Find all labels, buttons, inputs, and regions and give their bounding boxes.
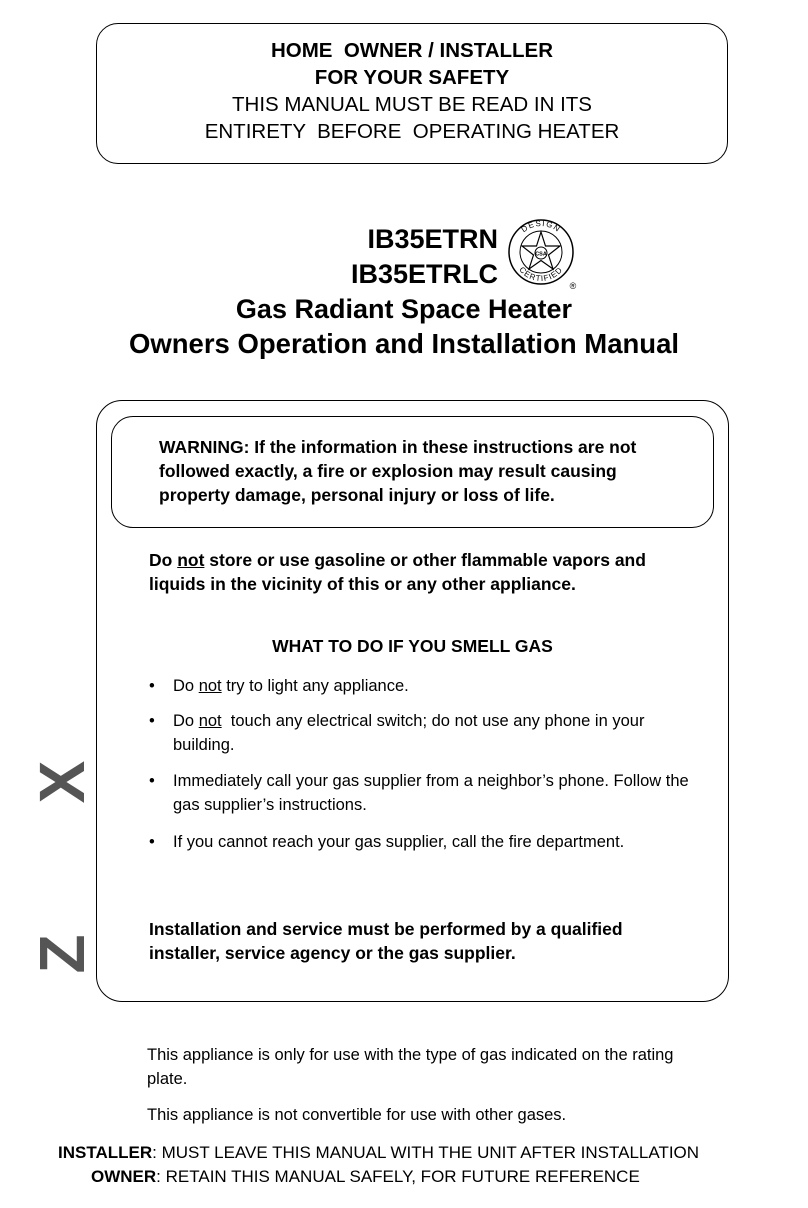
list-item-text: If you cannot reach your gas supplier, call the fire department. [173, 833, 625, 851]
warning-box [111, 416, 714, 528]
gas-type-notice: This appliance is only for use with the type of gas indicated on the rating plate. [147, 1046, 674, 1088]
owner-text: : RETAIN THIS MANUAL SAFELY, FOR FUTURE REFERENCE [156, 1167, 640, 1186]
side-letter-x: X [26, 760, 98, 804]
safety-line-2: FOR YOUR SAFETY [314, 66, 510, 89]
seal-bottom-text: CERTIFIED [517, 265, 565, 284]
side-letter-z: Z [26, 934, 98, 974]
bullet-marker: • [149, 677, 155, 695]
installer-label: INSTALLER [58, 1143, 153, 1162]
installation-notice: Installation and service must be performed by a qualified installer, service agency or the gas supplier. [149, 919, 623, 963]
installer-footer [58, 1141, 699, 1165]
list-item [149, 709, 689, 757]
bullet-marker: • [149, 712, 155, 730]
storage-notice-pre: Do [149, 550, 178, 570]
list-item-emphasis: not [198, 677, 222, 695]
list-item [149, 830, 689, 854]
safety-line-3: THIS MANUAL MUST BE READ IN ITS [232, 93, 592, 116]
list-item-text: touch any electrical switch; do not use any phone in your building. [173, 712, 650, 754]
document-subtitle: Owners Operation and Installation Manual [128, 328, 680, 359]
seal-center-text: CSA [535, 251, 547, 258]
installer-text: : MUST LEAVE THIS MANUAL WITH THE UNIT AFTER INSTALLATION [152, 1143, 700, 1162]
list-item-emphasis: not [198, 712, 222, 730]
warning-text: WARNING: If the information in these instructions are not followed exactly, a fire or explosion may result causing property damage, personal injury or loss of life. [159, 437, 637, 505]
list-item-pre: Do [173, 677, 199, 695]
seal-top-text: DESIGN [519, 218, 563, 235]
owner-label: OWNER [91, 1167, 157, 1186]
list-item [149, 674, 689, 698]
document-title: Gas Radiant Space Heater [235, 294, 573, 324]
safety-line-4: ENTIRETY BEFORE OPERATING HEATER [204, 120, 620, 143]
safety-line-1: HOME OWNER / INSTALLER [270, 39, 554, 62]
list-item-text: try to light any appliance. [221, 677, 409, 695]
bullet-marker: • [149, 833, 155, 851]
smell-gas-heading: WHAT TO DO IF YOU SMELL GAS [272, 636, 553, 656]
convertible-notice: This appliance is not convertible for use with other gases. [147, 1106, 567, 1124]
storage-notice [149, 548, 689, 596]
model-number-2: IB35ETRLC [350, 259, 498, 289]
design-certified-seal-icon [506, 217, 580, 291]
list-item-pre: Do [173, 712, 199, 730]
registered-mark: ® [569, 281, 577, 291]
list-item-text: Immediately call your gas supplier from a neighbor’s phone. Follow the gas supplier’s instructions. [173, 772, 689, 814]
owner-footer [91, 1165, 640, 1189]
storage-notice-emphasis: not [177, 550, 205, 570]
bullet-marker: • [149, 772, 155, 790]
list-item [149, 769, 689, 817]
safety-notice-box [96, 23, 728, 164]
storage-notice-post: store or use gasoline or other flammable vapors and liquids in the vicinity of this or any other appliance. [149, 550, 646, 594]
model-number-1: IB35ETRN [367, 224, 498, 254]
